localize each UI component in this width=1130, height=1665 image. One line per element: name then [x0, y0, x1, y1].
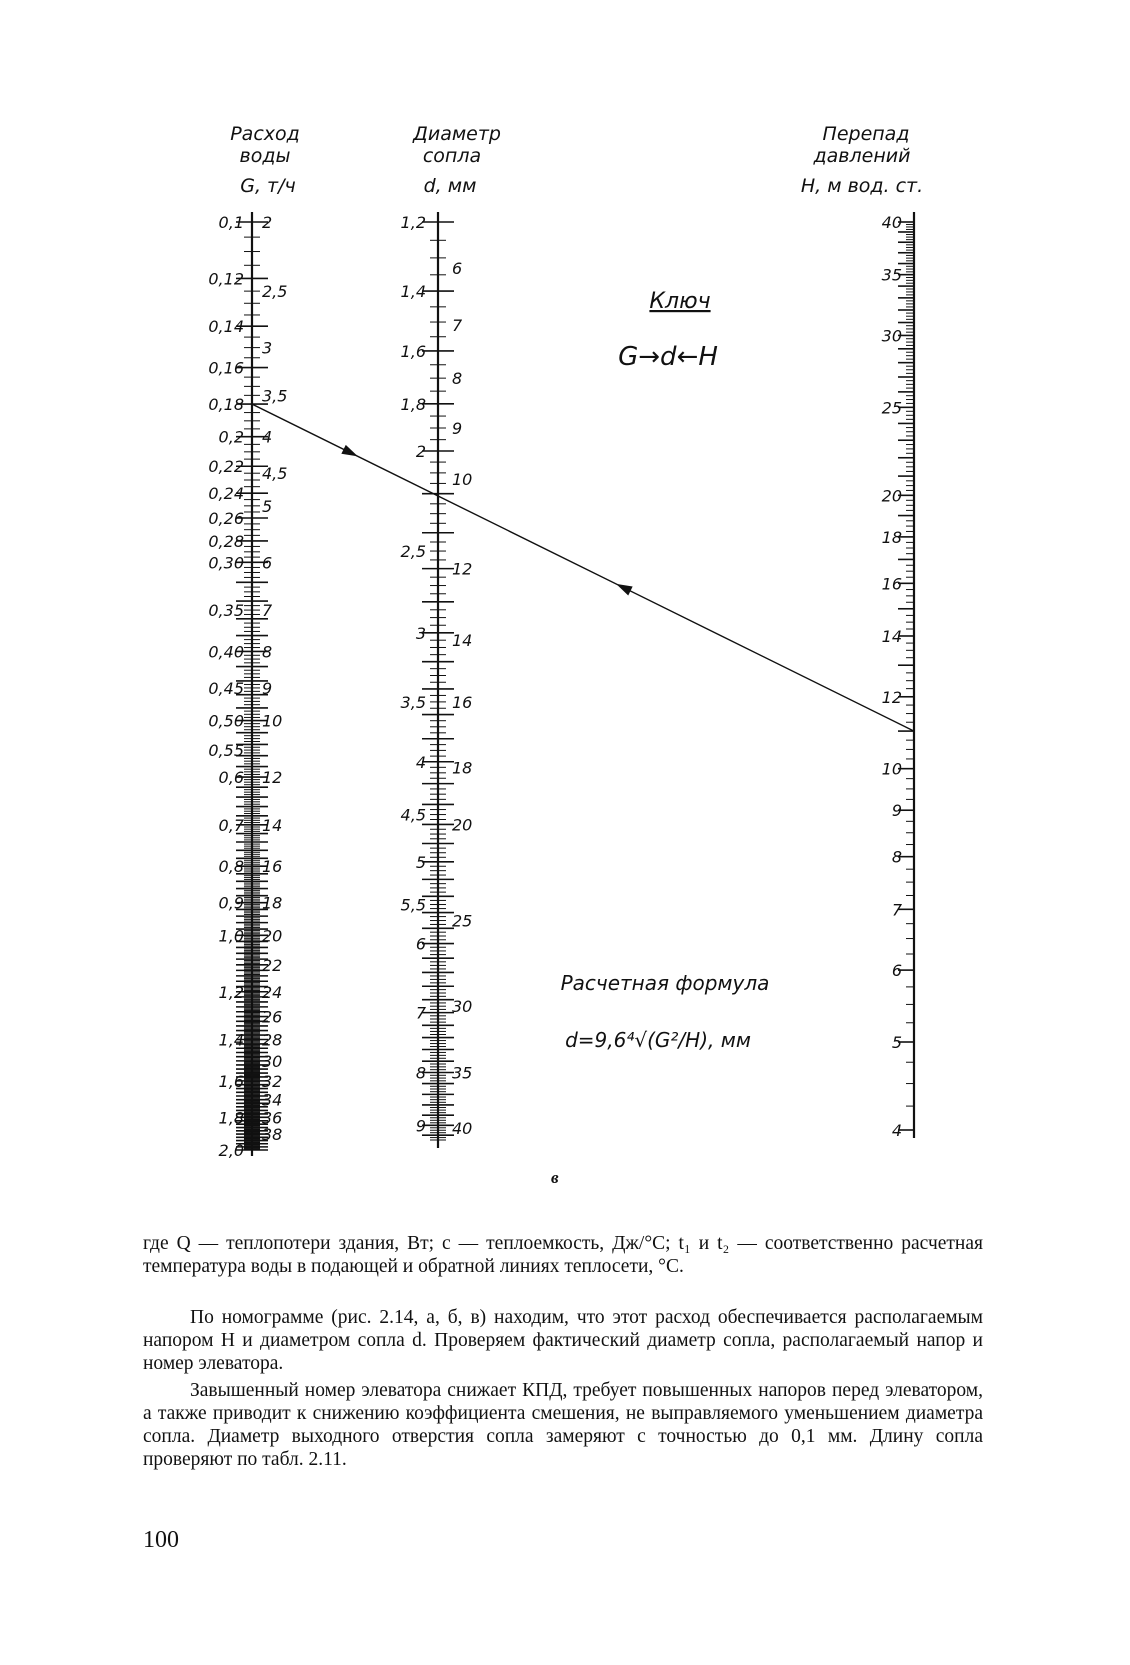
g-label-right: 12 [262, 768, 283, 788]
d-label-right: 40 [452, 1118, 473, 1138]
d-label-right: 30 [452, 997, 473, 1017]
paragraph-3: Завышенный номер элеватора снижает КПД, требует повышенных напоров перед элеватором, а также приводит к снижению коэффициента смешения, не выправляемого уменьшением диаметра сопла. Диаметр выходного отверстия сопла замеряют с точностью до 0,1 мм. Длину сопла проверяют по табл. 2.11. [143, 1380, 983, 1470]
d-label-left: 3,5 [400, 692, 426, 712]
d-label-left: 1,4 [400, 282, 426, 302]
g-label-right: 3 [262, 338, 273, 358]
g-label-right: 8 [262, 642, 273, 662]
g-label-left: 0,45 [208, 678, 244, 698]
g-label-right: 3,5 [262, 386, 288, 406]
h-label: 5 [891, 1033, 902, 1053]
g-label-right: 18 [262, 893, 283, 913]
h-label: 25 [881, 398, 902, 418]
d-label-left: 4,5 [400, 805, 426, 825]
g-label-left: 0,35 [208, 601, 244, 621]
g-scale-title-2: воды [239, 145, 291, 167]
d-label-left: 1,6 [400, 341, 426, 361]
g-label-right: 5 [262, 496, 273, 516]
g-scale-title-1: Расход [230, 123, 300, 145]
g-label-left: 0,26 [208, 508, 244, 528]
h-scale-labels [882, 213, 903, 1140]
g-label-right: 14 [262, 815, 283, 835]
formula-text: d=9,6⁴√(G²/H), мм [565, 1028, 751, 1052]
g-label-left: 0,1 [218, 213, 244, 232]
paragraph-1: где Q — теплопотери здания, Вт; c — теплоемкость, Дж/°С; t₁ и t₂ — соответственно расчетная температура воды в подающей и обратной линиях теплосети, °С. [143, 1233, 983, 1277]
d-label-right: 6 [452, 259, 463, 279]
d-label-left: 3 [415, 623, 426, 643]
h-scale-title-2: давлений [813, 145, 911, 167]
g-label-left: 0,6 [218, 768, 244, 788]
h-label: 20 [881, 486, 902, 506]
d-label-right: 9 [452, 419, 463, 439]
h-label: 8 [891, 847, 902, 867]
d-label-right: 12 [452, 559, 473, 579]
g-label-right: 10 [262, 711, 283, 731]
h-label: 9 [891, 801, 902, 821]
d-label-right: 8 [452, 369, 463, 389]
g-label-left: 0,8 [218, 857, 244, 877]
g-label-left: 1,8 [218, 1108, 244, 1128]
g-label-right: 4,5 [262, 464, 288, 484]
h-label: 6 [891, 961, 902, 981]
h-label: 12 [881, 687, 902, 707]
g-label-left: 0,55 [208, 741, 244, 761]
g-label-right: 20 [262, 926, 283, 946]
d-label-left: 7 [415, 1003, 426, 1023]
g-label-left: 0,14 [208, 317, 244, 337]
h-scale-title-1: Перепад [822, 123, 910, 145]
g-label-right: 22 [262, 955, 283, 975]
h-label: 30 [881, 326, 902, 346]
g-label-right: 9 [262, 678, 273, 698]
d-scale-title-1: Диаметр [413, 123, 501, 145]
figure-caption: в [551, 1168, 559, 1187]
d-label-left: 5,5 [400, 895, 426, 915]
g-label-right: 7 [262, 601, 273, 621]
g-label-left: 0,12 [208, 269, 244, 289]
d-label-left: 1,2 [400, 213, 426, 232]
d-label-left: 2 [415, 442, 426, 462]
d-label-left: 9 [415, 1116, 426, 1136]
g-label-left: 0,28 [208, 531, 244, 551]
formula-title: Расчетная формула [560, 971, 770, 995]
d-label-right: 18 [452, 758, 473, 778]
d-label-left: 2,5 [400, 542, 426, 562]
d-label-right: 35 [452, 1063, 473, 1083]
h-label: 10 [881, 759, 902, 779]
g-label-left: 1,0 [218, 926, 244, 946]
g-label-left: 0,18 [208, 395, 244, 415]
h-label: 18 [881, 527, 902, 547]
g-label-right: 6 [262, 553, 273, 573]
h-scale-unit: H, м вод. ст. [800, 175, 924, 197]
d-scale-unit: d, мм [423, 175, 477, 197]
h-label: 7 [891, 900, 902, 920]
arrow-right-icon [341, 445, 358, 457]
g-label-right: 16 [262, 857, 283, 877]
g-label-left: 0,9 [218, 893, 244, 913]
key-formula: G→d←H [618, 342, 718, 372]
d-label-left: 6 [415, 934, 426, 954]
g-label-right: 2 [262, 213, 273, 232]
g-label-left: 0,24 [208, 484, 244, 504]
d-label-right: 16 [452, 692, 473, 712]
g-label-right: 36 [262, 1108, 283, 1128]
h-label: 35 [881, 265, 902, 285]
paragraph-2: По номограмме (рис. 2.14, а, б, в) находим, что этот расход обеспечивается располагаемым напором H и диаметром сопла d. Проверяем фактический диаметр сопла, располагаемый напор и номер элеватора. [143, 1307, 983, 1374]
g-label-left: 0,7 [218, 815, 244, 835]
g-label-right: 28 [262, 1030, 283, 1050]
arrow-left-icon [616, 584, 633, 596]
g-label-left: 0,50 [208, 711, 244, 731]
h-label: 4 [891, 1121, 902, 1140]
d-label-left: 8 [415, 1063, 426, 1083]
h-label: 16 [881, 574, 902, 594]
g-label-left: 0,2 [218, 427, 244, 447]
page-number: 100 [143, 1527, 179, 1553]
d-label-left: 5 [415, 852, 426, 872]
g-label-left: 1,4 [218, 1030, 244, 1050]
d-label-right: 10 [452, 470, 473, 490]
h-scale-ticks [898, 222, 914, 1130]
g-label-right: 30 [262, 1051, 283, 1071]
d-label-left: 1,8 [400, 394, 426, 414]
g-label-left: 0,30 [208, 553, 244, 573]
g-label-left: 1,2 [218, 982, 244, 1002]
g-label-right: 4 [262, 427, 273, 447]
d-label-right: 14 [452, 631, 473, 651]
g-label-right: 34 [262, 1090, 283, 1110]
h-label: 40 [881, 213, 902, 232]
g-label-right: 2,5 [262, 282, 288, 302]
d-label-left: 4 [415, 752, 426, 772]
d-label-right: 20 [452, 815, 473, 835]
d-label-right: 7 [452, 316, 463, 336]
g-label-left: 0,16 [208, 358, 244, 378]
g-label-left: 1,6 [218, 1071, 244, 1091]
d-label-right: 25 [452, 911, 473, 931]
g-label-left: 0,22 [208, 457, 244, 477]
h-label: 14 [881, 626, 902, 646]
g-label-right: 38 [262, 1125, 283, 1145]
d-scale-title-2: сопла [422, 145, 482, 167]
g-label-left: 2,0 [218, 1141, 244, 1160]
g-label-right: 24 [262, 982, 283, 1002]
g-label-right: 32 [262, 1071, 283, 1091]
g-label-right: 26 [262, 1007, 283, 1027]
g-label-left: 0,40 [208, 642, 244, 662]
g-scale-unit: G, т/ч [240, 175, 296, 197]
key-title: Ключ [649, 289, 711, 314]
